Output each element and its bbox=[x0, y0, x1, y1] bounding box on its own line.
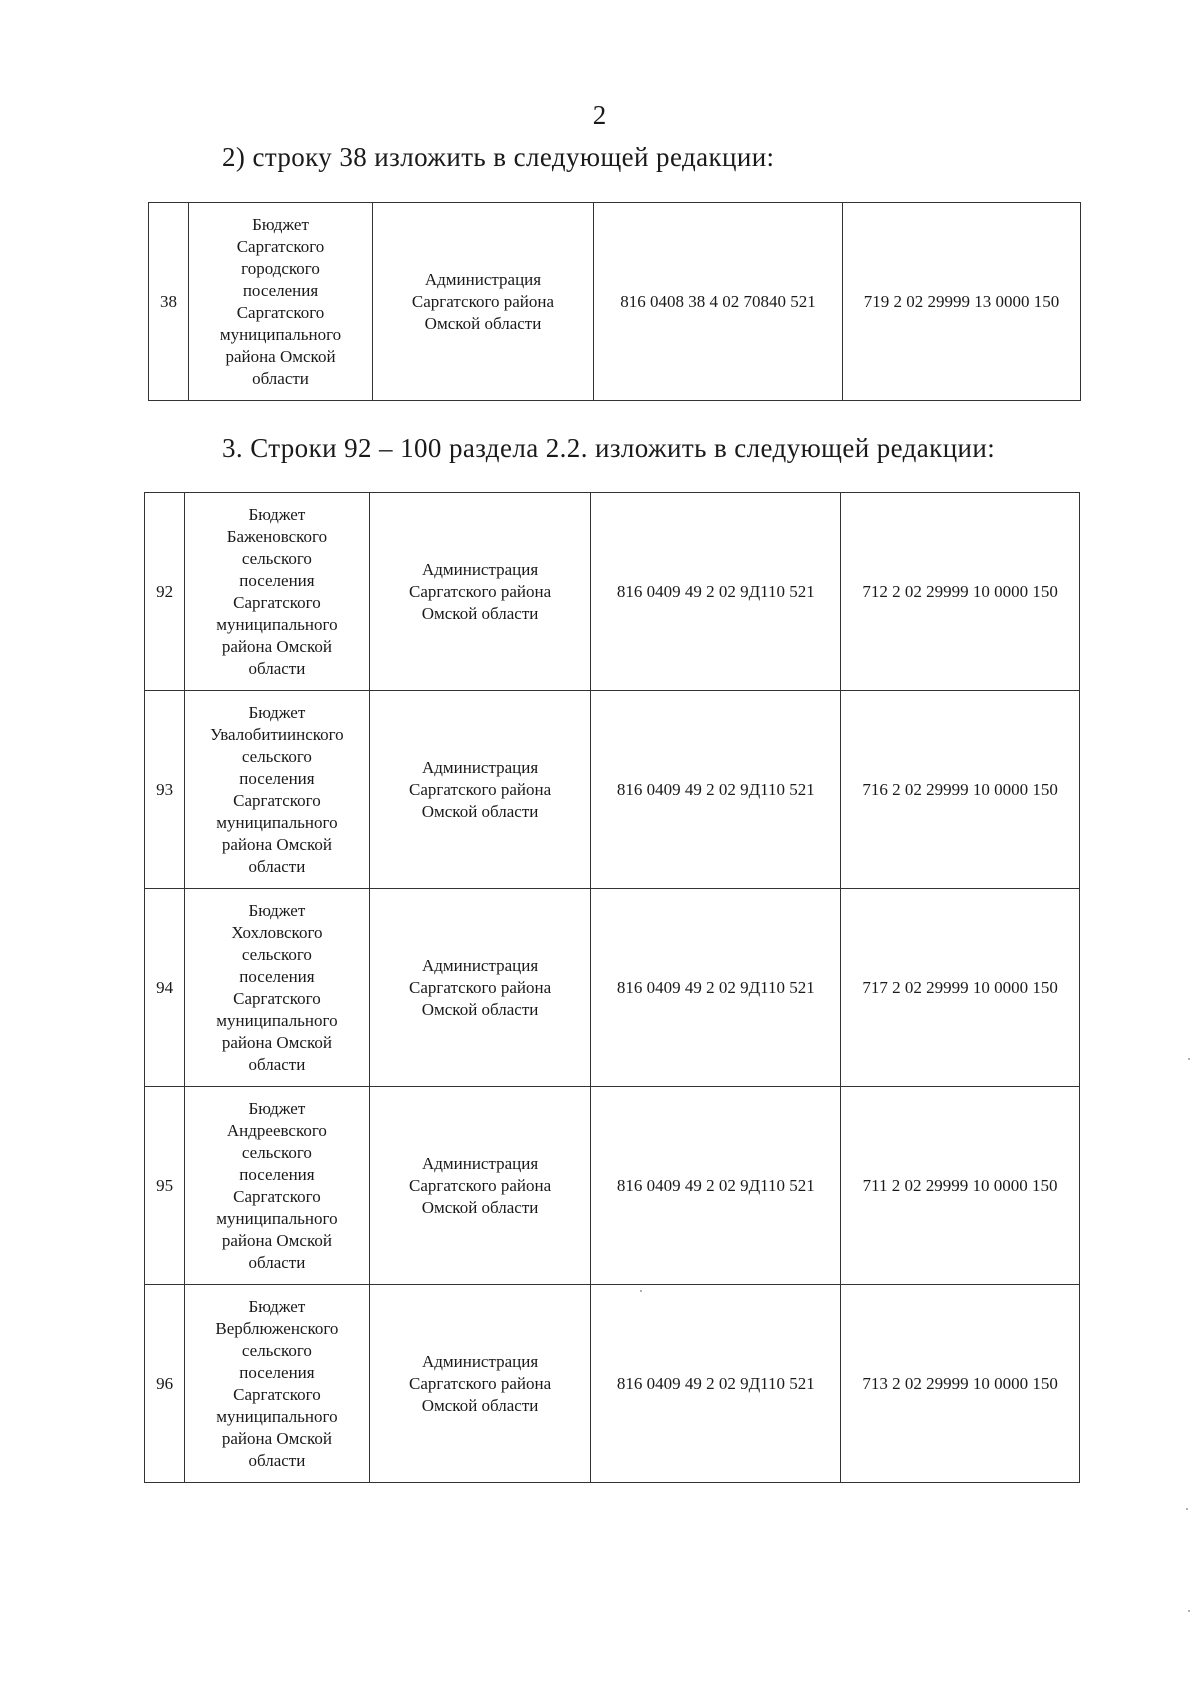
budget-name-cell: Бюджет Баженовского сельского поселения Саргатского муниципального района Омской области bbox=[185, 493, 370, 691]
table-row bbox=[145, 493, 1080, 691]
expense-code-cell: 816 0409 49 2 02 9Д110 521 bbox=[591, 889, 841, 1087]
revenue-code-cell: 719 2 02 29999 13 0000 150 bbox=[843, 203, 1081, 401]
scan-speck bbox=[640, 1290, 642, 1292]
row-number-cell: 38 bbox=[149, 203, 189, 401]
budget-name-cell: Бюджет Саргатского городского поселения Саргатского муниципального района Омской области bbox=[189, 203, 373, 401]
scan-speck bbox=[1188, 1610, 1190, 1612]
row-number-cell: 96 bbox=[145, 1285, 185, 1483]
expense-code-cell: 816 0409 49 2 02 9Д110 521 bbox=[591, 691, 841, 889]
row-number-cell: 94 bbox=[145, 889, 185, 1087]
expense-code-cell: 816 0409 49 2 02 9Д110 521 bbox=[591, 493, 841, 691]
expense-code-cell: 816 0408 38 4 02 70840 521 bbox=[594, 203, 843, 401]
administrator-cell: Администрация Саргатского района Омской области bbox=[369, 493, 591, 691]
revenue-code-cell: 712 2 02 29999 10 0000 150 bbox=[841, 493, 1080, 691]
scan-speck bbox=[1188, 1058, 1190, 1060]
row-number-cell: 95 bbox=[145, 1087, 185, 1285]
amendment-heading-row-38: 2) строку 38 изложить в следующей редакции: bbox=[222, 142, 775, 172]
budget-name-cell: Бюджет Верблюженского сельского поселения Саргатского муниципального района Омской области bbox=[185, 1285, 370, 1483]
expense-code-cell: 816 0409 49 2 02 9Д110 521 bbox=[591, 1087, 841, 1285]
budget-name-cell: Бюджет Увалобитиинского сельского поселения Саргатского муниципального района Омской области bbox=[185, 691, 370, 889]
page-number: 2 bbox=[592, 100, 608, 130]
table-row bbox=[149, 203, 1081, 401]
revenue-code-cell: 713 2 02 29999 10 0000 150 bbox=[841, 1285, 1080, 1483]
amendment-heading-rows-92-100: 3. Строки 92 – 100 раздела 2.2. изложить в следующей редакции: bbox=[222, 433, 996, 463]
revenue-code-cell: 716 2 02 29999 10 0000 150 bbox=[841, 691, 1080, 889]
administrator-cell: Администрация Саргатского района Омской области bbox=[369, 1285, 591, 1483]
budget-name-cell: Бюджет Хохловского сельского поселения Саргатского муниципального района Омской области bbox=[185, 889, 370, 1087]
table-row bbox=[145, 1285, 1080, 1483]
budget-name-cell: Бюджет Андреевского сельского поселения Саргатского муниципального района Омской области bbox=[185, 1087, 370, 1285]
row-number-cell: 92 bbox=[145, 493, 185, 691]
administrator-cell: Администрация Саргатского района Омской области bbox=[369, 1087, 591, 1285]
row-number-cell: 93 bbox=[145, 691, 185, 889]
administrator-cell: Администрация Саргатского района Омской области bbox=[373, 203, 594, 401]
administrator-cell: Администрация Саргатского района Омской области bbox=[369, 889, 591, 1087]
table-rows-92-100-amendment bbox=[144, 492, 1080, 1483]
administrator-cell: Администрация Саргатского района Омской области bbox=[369, 691, 591, 889]
table-row bbox=[145, 691, 1080, 889]
scan-speck bbox=[1186, 1508, 1188, 1510]
revenue-code-cell: 717 2 02 29999 10 0000 150 bbox=[841, 889, 1080, 1087]
table-row-38-amendment bbox=[148, 202, 1081, 401]
table-row bbox=[145, 1087, 1080, 1285]
table-row bbox=[145, 889, 1080, 1087]
revenue-code-cell: 711 2 02 29999 10 0000 150 bbox=[841, 1087, 1080, 1285]
expense-code-cell: 816 0409 49 2 02 9Д110 521 bbox=[591, 1285, 841, 1483]
